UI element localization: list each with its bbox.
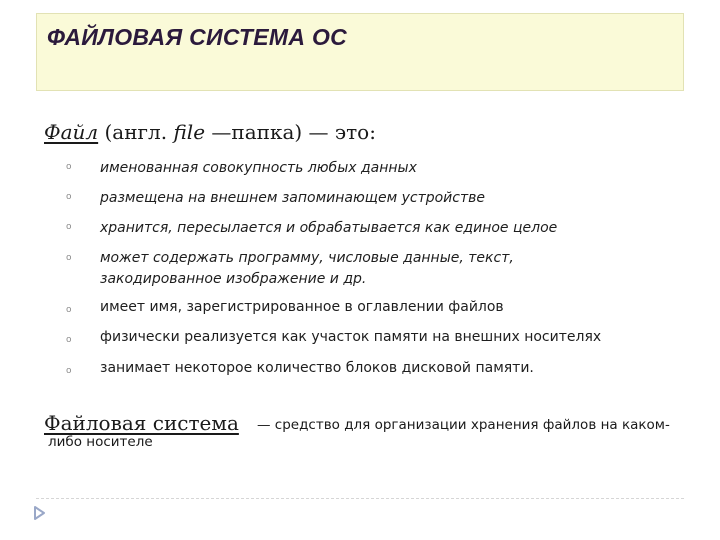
- file-definition-paren: (англ.: [98, 120, 174, 144]
- list-item-text: физически реализуется как участок памяти на внешних носителях: [100, 329, 602, 345]
- file-english-word: file: [173, 120, 206, 144]
- slide-title: ФАЙЛОВАЯ СИСТЕМА ОС: [47, 24, 348, 50]
- bullet-icon: o: [66, 222, 72, 232]
- bullet-icon: o: [66, 335, 72, 345]
- list-item-text-line2: закодированное изображение и др.: [100, 271, 367, 287]
- bullet-icon: o: [66, 253, 72, 263]
- filesystem-definition-rest: — средство для организации хранения файлов на каком-: [257, 417, 670, 433]
- bullet-icon: o: [66, 192, 72, 202]
- list-item-text: хранится, пересылается и обрабатывается как единое целое: [100, 220, 558, 236]
- file-definition-rest: —папка) — это:: [205, 120, 376, 144]
- file-definition: [44, 120, 376, 144]
- title-box: [36, 13, 684, 91]
- filesystem-term: Файловая система: [44, 411, 239, 435]
- triangle-right-icon[interactable]: [32, 506, 46, 520]
- file-term: Файл: [44, 120, 99, 144]
- list-item-text: размещена на внешнем запоминающем устройстве: [100, 190, 485, 206]
- bullet-icon: o: [66, 305, 72, 315]
- bullet-icon: o: [66, 366, 72, 376]
- list-item-text: именованная совокупность любых данных: [100, 160, 417, 176]
- list-item-text: имеет имя, зарегистрированное в оглавлении файлов: [100, 299, 504, 315]
- filesystem-definition-line2: либо носителе: [48, 434, 153, 450]
- list-item-text-line1: может содержать программу, числовые данные, текст,: [100, 250, 514, 266]
- divider: [36, 498, 684, 499]
- list-item-text: занимает некоторое количество блоков дисковой памяти.: [100, 360, 534, 376]
- bullet-icon: o: [66, 162, 72, 172]
